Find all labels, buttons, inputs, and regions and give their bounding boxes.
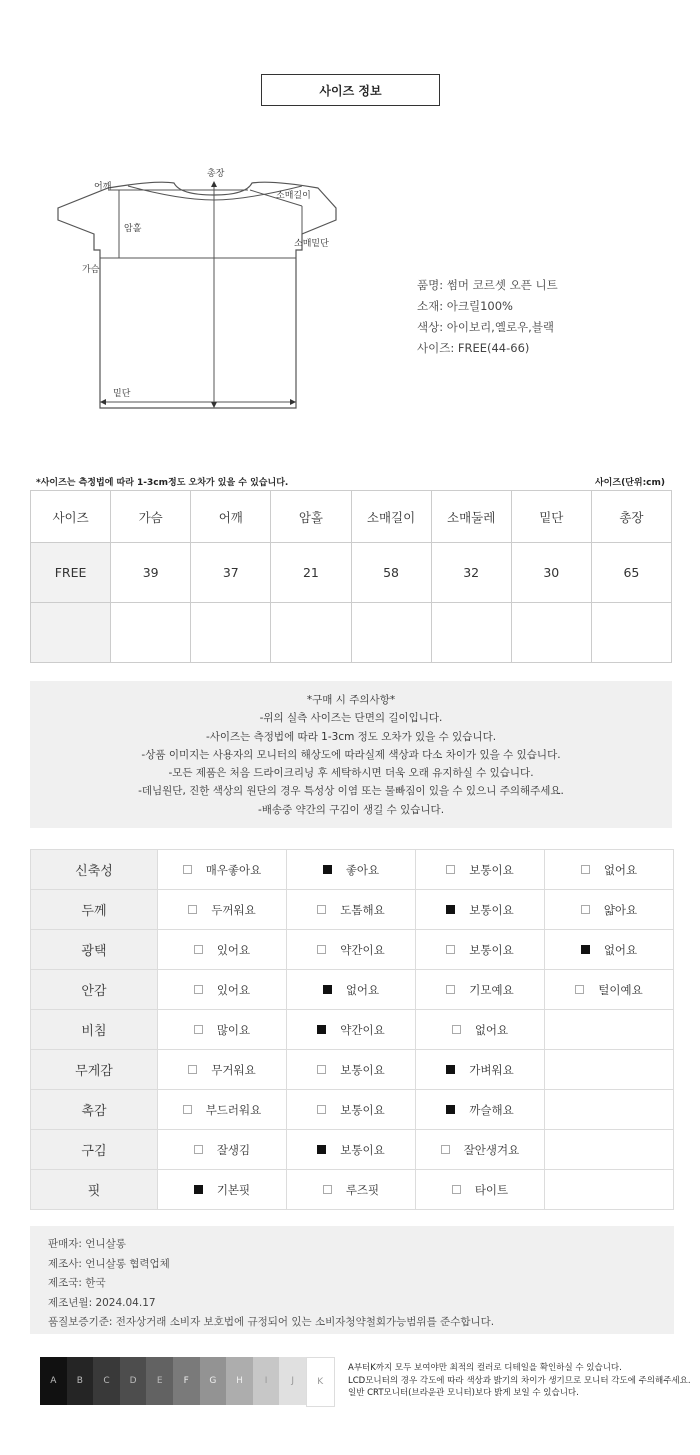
feel-option[interactable] [194, 1142, 250, 1158]
feel-option-cell [544, 890, 673, 930]
size-cell [191, 603, 271, 663]
swatch: J [279, 1357, 306, 1405]
feel-option[interactable] [194, 1182, 250, 1198]
diagram-label-sleeve-length: 소매길이 [276, 191, 311, 201]
feel-category: 안감 [31, 970, 158, 1010]
feel-option-label: 부드러워요 [205, 1102, 262, 1117]
feel-option-label: 기모예요 [469, 982, 514, 997]
feel-option-label: 까슬해요 [469, 1102, 514, 1117]
feel-option-cell [544, 1090, 673, 1130]
feel-option[interactable] [446, 942, 513, 958]
size-cell [591, 603, 671, 663]
feel-option-cell [415, 1130, 544, 1170]
feel-option-cell [286, 890, 415, 930]
feel-category: 무게감 [31, 1050, 158, 1090]
size-cell: 32 [431, 543, 511, 603]
diagram-label-sleeve-hem: 소매밑단 [294, 239, 329, 249]
notice-line: -배송중 약간의 구김이 생길 수 있습니다. [257, 803, 445, 816]
product-info [417, 275, 558, 359]
size-header-cell: 어깨 [191, 491, 271, 543]
feel-option-cell [157, 1130, 286, 1170]
feel-option-label: 가벼워요 [469, 1062, 514, 1077]
feel-option-cell [286, 1050, 415, 1090]
tshirt-diagram [40, 150, 370, 420]
checked-box-icon[interactable] [446, 1065, 455, 1074]
notice-line: -상품 이미지는 사용자의 모니터의 해상도에 따라실제 색상과 다소 차이가 있을 수 있습니다. [141, 748, 561, 761]
feel-option[interactable] [317, 1102, 384, 1118]
maker-manufacturer: 제조사: 언니살롱 협력업체 [48, 1257, 170, 1270]
swatch: G [200, 1357, 227, 1405]
size-header-cell: 암홀 [271, 491, 351, 543]
feel-option-cell [286, 930, 415, 970]
size-cell: 65 [591, 543, 671, 603]
feel-category: 비침 [31, 1010, 158, 1050]
feel-option-cell [415, 1010, 544, 1050]
swatch: K [306, 1357, 335, 1407]
feel-option-cell [415, 970, 544, 1010]
product-size: 사이즈: FREE(44-66) [417, 341, 530, 355]
maker-seller: 판매자: 언니살롱 [48, 1238, 126, 1250]
diagram-label-chest: 가슴 [82, 265, 100, 275]
feel-option-label: 보통이요 [340, 1062, 385, 1077]
purchase-notice [30, 681, 672, 828]
checked-box-icon[interactable] [581, 945, 590, 954]
size-header-cell: 밑단 [511, 491, 591, 543]
color-swatches [40, 1357, 335, 1407]
table-row [31, 930, 674, 970]
table-row [31, 543, 672, 603]
swatch: E [146, 1357, 173, 1405]
swatch: A [40, 1357, 67, 1405]
feel-option-cell [157, 1170, 286, 1210]
feel-option[interactable] [194, 982, 250, 998]
feel-option[interactable] [581, 862, 637, 878]
feel-option[interactable] [581, 902, 637, 918]
maker-country: 제조국: 한국 [48, 1277, 106, 1289]
size-cell: 39 [111, 543, 191, 603]
feel-option-label: 약간이요 [340, 942, 385, 957]
size-cell: 58 [351, 543, 431, 603]
feel-option-label: 보통이요 [469, 902, 514, 917]
feel-option[interactable] [446, 862, 513, 878]
maker-info [30, 1226, 674, 1334]
feel-option[interactable] [575, 982, 642, 998]
checked-box-icon[interactable] [446, 905, 455, 914]
size-cell [31, 603, 111, 663]
feel-option[interactable] [188, 1062, 255, 1078]
swatch: I [253, 1357, 280, 1405]
feel-option-label: 보통이요 [340, 1102, 385, 1117]
tshirt-outline-icon [40, 150, 370, 420]
table-row [31, 1090, 674, 1130]
feel-option-label: 타이트 [474, 1182, 509, 1197]
swatch: F [173, 1357, 200, 1405]
empty-box-icon[interactable] [581, 905, 590, 914]
empty-box-icon[interactable] [575, 985, 584, 994]
unit-note: 사이즈(단위:cm) [594, 478, 665, 488]
feel-option[interactable] [452, 1182, 508, 1198]
feel-option[interactable] [446, 902, 513, 918]
size-header-cell: 소매둘레 [431, 491, 511, 543]
checked-box-icon[interactable] [446, 1105, 455, 1114]
empty-box-icon[interactable] [317, 1065, 326, 1074]
feel-option-cell [157, 1090, 286, 1130]
checked-box-icon[interactable] [317, 1025, 326, 1034]
feel-option-cell [286, 1090, 415, 1130]
feel-option[interactable] [194, 942, 250, 958]
feel-option-label: 보통이요 [340, 1142, 385, 1157]
monitor-note-line: A부터K까지 모두 보여야만 최적의 컬러로 디테일을 확인하실 수 있습니다. [348, 1363, 622, 1373]
feel-option-cell [157, 970, 286, 1010]
feel-option-label: 있어요 [216, 982, 251, 997]
diagram-label-shoulder: 어깨 [94, 182, 112, 192]
empty-box-icon[interactable] [452, 1185, 461, 1194]
swatch: C [93, 1357, 120, 1405]
swatch: B [67, 1357, 94, 1405]
feel-option-cell [286, 1130, 415, 1170]
feel-option-label: 루즈핏 [345, 1182, 380, 1197]
size-cell: 21 [271, 543, 351, 603]
feel-option-label: 보통이요 [469, 942, 514, 957]
feel-option-label: 잘생김 [216, 1142, 251, 1157]
maker-date: 제조년월: 2024.04.17 [48, 1296, 156, 1309]
empty-box-icon[interactable] [194, 985, 203, 994]
table-row [31, 970, 674, 1010]
feel-option-cell [544, 930, 673, 970]
table-row [31, 1010, 674, 1050]
diagram-label-length: 총장 [207, 169, 225, 179]
empty-box-icon[interactable] [452, 1025, 461, 1034]
feel-category: 핏 [31, 1170, 158, 1210]
feel-category: 신축성 [31, 850, 158, 890]
empty-box-icon[interactable] [194, 1145, 203, 1154]
table-row [31, 1050, 674, 1090]
feel-option-label: 얇아요 [603, 902, 638, 917]
feel-option-cell [544, 1130, 673, 1170]
feel-option[interactable] [317, 942, 384, 958]
feel-option-cell [415, 850, 544, 890]
feel-option-cell [286, 1170, 415, 1210]
feel-option-label: 없어요 [603, 862, 638, 877]
feel-option-cell [544, 970, 673, 1010]
empty-box-icon[interactable] [446, 985, 455, 994]
size-header-cell: 총장 [591, 491, 671, 543]
feel-option[interactable] [446, 1102, 513, 1118]
empty-box-icon[interactable] [323, 1185, 332, 1194]
feel-option-label: 없어요 [603, 942, 638, 957]
swatch: H [226, 1357, 253, 1405]
size-cell: FREE [31, 543, 111, 603]
checked-box-icon[interactable] [194, 1185, 203, 1194]
feel-category: 두께 [31, 890, 158, 930]
feel-category: 구김 [31, 1130, 158, 1170]
fabric-feel-table [30, 849, 674, 1210]
size-cell [271, 603, 351, 663]
notice-line: -모든 제품은 처음 드라이크리닝 후 세탁하시면 더욱 오래 유지하실 수 있습니다. [168, 767, 534, 780]
feel-option-label: 도톰해요 [340, 902, 385, 917]
empty-box-icon[interactable] [441, 1145, 450, 1154]
empty-box-icon[interactable] [317, 905, 326, 914]
table-row [31, 1170, 674, 1210]
feel-option-cell [415, 1170, 544, 1210]
feel-option-label: 좋아요 [345, 862, 380, 877]
size-header-cell: 가슴 [111, 491, 191, 543]
feel-option-cell [415, 1090, 544, 1130]
feel-option[interactable] [441, 1142, 520, 1158]
empty-box-icon[interactable] [317, 945, 326, 954]
notice-line: -사이즈는 측정법에 따라 1-3cm 정도 오차가 있을 수 있습니다. [205, 730, 497, 743]
feel-option[interactable] [188, 902, 255, 918]
feel-option-cell [286, 850, 415, 890]
empty-box-icon[interactable] [183, 865, 192, 874]
notice-line: -데님원단, 진한 색상의 원단의 경우 특성상 이염 또는 물빠짐이 있을 수 있으니 주의해주세요. [138, 785, 564, 798]
size-cell: 37 [191, 543, 271, 603]
checked-box-icon[interactable] [323, 865, 332, 874]
feel-option-label: 있어요 [216, 942, 251, 957]
feel-category: 광택 [31, 930, 158, 970]
size-table-header [31, 491, 672, 543]
size-table [30, 490, 672, 663]
size-cell [431, 603, 511, 663]
feel-option-cell [544, 1010, 673, 1050]
feel-option-label: 많이요 [216, 1022, 251, 1037]
table-row [31, 850, 674, 890]
checked-box-icon[interactable] [323, 985, 332, 994]
feel-option-cell [286, 970, 415, 1010]
table-row [31, 603, 672, 663]
size-cell [111, 603, 191, 663]
feel-option-cell [415, 1050, 544, 1090]
feel-option[interactable] [317, 902, 384, 918]
table-row [31, 890, 674, 930]
diagram-label-armhole: 암홀 [124, 224, 142, 234]
monitor-note-line: LCD모니터의 경우 각도에 따라 색상과 밝기의 차이가 생기므로 모니터 각도에 주의해주세요. [348, 1375, 691, 1386]
feel-option-cell [157, 850, 286, 890]
feel-option-cell [157, 1010, 286, 1050]
product-material: 소재: 아크릴100% [417, 299, 513, 313]
monitor-note-line: 일반 CRT모니터(브라운관 모니터)보다 밝게 보일 수 있습니다. [348, 1388, 579, 1398]
page-title: 사이즈 정보 [261, 74, 440, 106]
feel-option-cell [544, 1050, 673, 1090]
empty-box-icon[interactable] [188, 1065, 197, 1074]
feel-option-cell [157, 1050, 286, 1090]
size-header-cell: 사이즈 [31, 491, 111, 543]
feel-option[interactable] [452, 1022, 508, 1038]
feel-option-label: 두꺼워요 [211, 902, 256, 917]
notice-title: *구매 시 주의사항* [306, 694, 396, 706]
feel-option-cell [415, 930, 544, 970]
feel-option-label: 약간이요 [340, 1022, 385, 1037]
feel-category: 촉감 [31, 1090, 158, 1130]
feel-option[interactable] [323, 982, 379, 998]
empty-box-icon[interactable] [183, 1105, 192, 1114]
feel-option[interactable] [183, 862, 262, 878]
checked-box-icon[interactable] [317, 1145, 326, 1154]
feel-option-cell [157, 890, 286, 930]
feel-option-cell [415, 890, 544, 930]
size-cell: 30 [511, 543, 591, 603]
notice-line: -위의 실측 사이즈는 단면의 길이입니다. [259, 712, 443, 725]
feel-option[interactable] [581, 942, 637, 958]
feel-option[interactable] [323, 1182, 379, 1198]
feel-option-cell [286, 1010, 415, 1050]
feel-option-label: 보통이요 [469, 862, 514, 877]
empty-box-icon[interactable] [188, 905, 197, 914]
feel-option-label: 없어요 [474, 1022, 509, 1037]
size-cell [511, 603, 591, 663]
diagram-label-hem: 밑단 [113, 389, 131, 399]
feel-option[interactable] [446, 1062, 513, 1078]
empty-box-icon[interactable] [446, 945, 455, 954]
monitor-note [348, 1362, 691, 1400]
feel-option[interactable] [317, 1022, 384, 1038]
size-note: *사이즈는 측정법에 따라 1-3cm정도 오차가 있을 수 있습니다. [36, 478, 289, 488]
empty-box-icon[interactable] [581, 865, 590, 874]
swatch: D [120, 1357, 147, 1405]
feel-option-label: 털이예요 [598, 982, 643, 997]
feel-option-cell [157, 930, 286, 970]
size-header-cell: 소매길이 [351, 491, 431, 543]
table-row [31, 1130, 674, 1170]
maker-warranty: 품질보증기준: 전자상거래 소비자 보호법에 규정되어 있는 소비자청약철회가능범위를 준수합니다. [48, 1316, 495, 1328]
feel-option-label: 없어요 [345, 982, 380, 997]
product-color: 색상: 아이보리,옐로우,블랙 [417, 320, 555, 334]
size-cell [351, 603, 431, 663]
empty-box-icon[interactable] [194, 1025, 203, 1034]
feel-option[interactable] [446, 982, 513, 998]
product-name: 품명: 썸머 코르셋 오픈 니트 [417, 278, 558, 292]
empty-box-icon[interactable] [317, 1105, 326, 1114]
feel-option-label: 잘안생겨요 [463, 1142, 520, 1157]
feel-option[interactable] [323, 862, 379, 878]
feel-option[interactable] [317, 1062, 384, 1078]
feel-option-label: 기본핏 [216, 1182, 251, 1197]
feel-option[interactable] [183, 1102, 262, 1118]
feel-option-label: 매우좋아요 [205, 862, 262, 877]
feel-option-cell [544, 1170, 673, 1210]
empty-box-icon[interactable] [446, 865, 455, 874]
feel-option[interactable] [317, 1142, 384, 1158]
feel-option[interactable] [194, 1022, 250, 1038]
feel-option-label: 무거워요 [211, 1062, 256, 1077]
empty-box-icon[interactable] [194, 945, 203, 954]
feel-option-cell [544, 850, 673, 890]
